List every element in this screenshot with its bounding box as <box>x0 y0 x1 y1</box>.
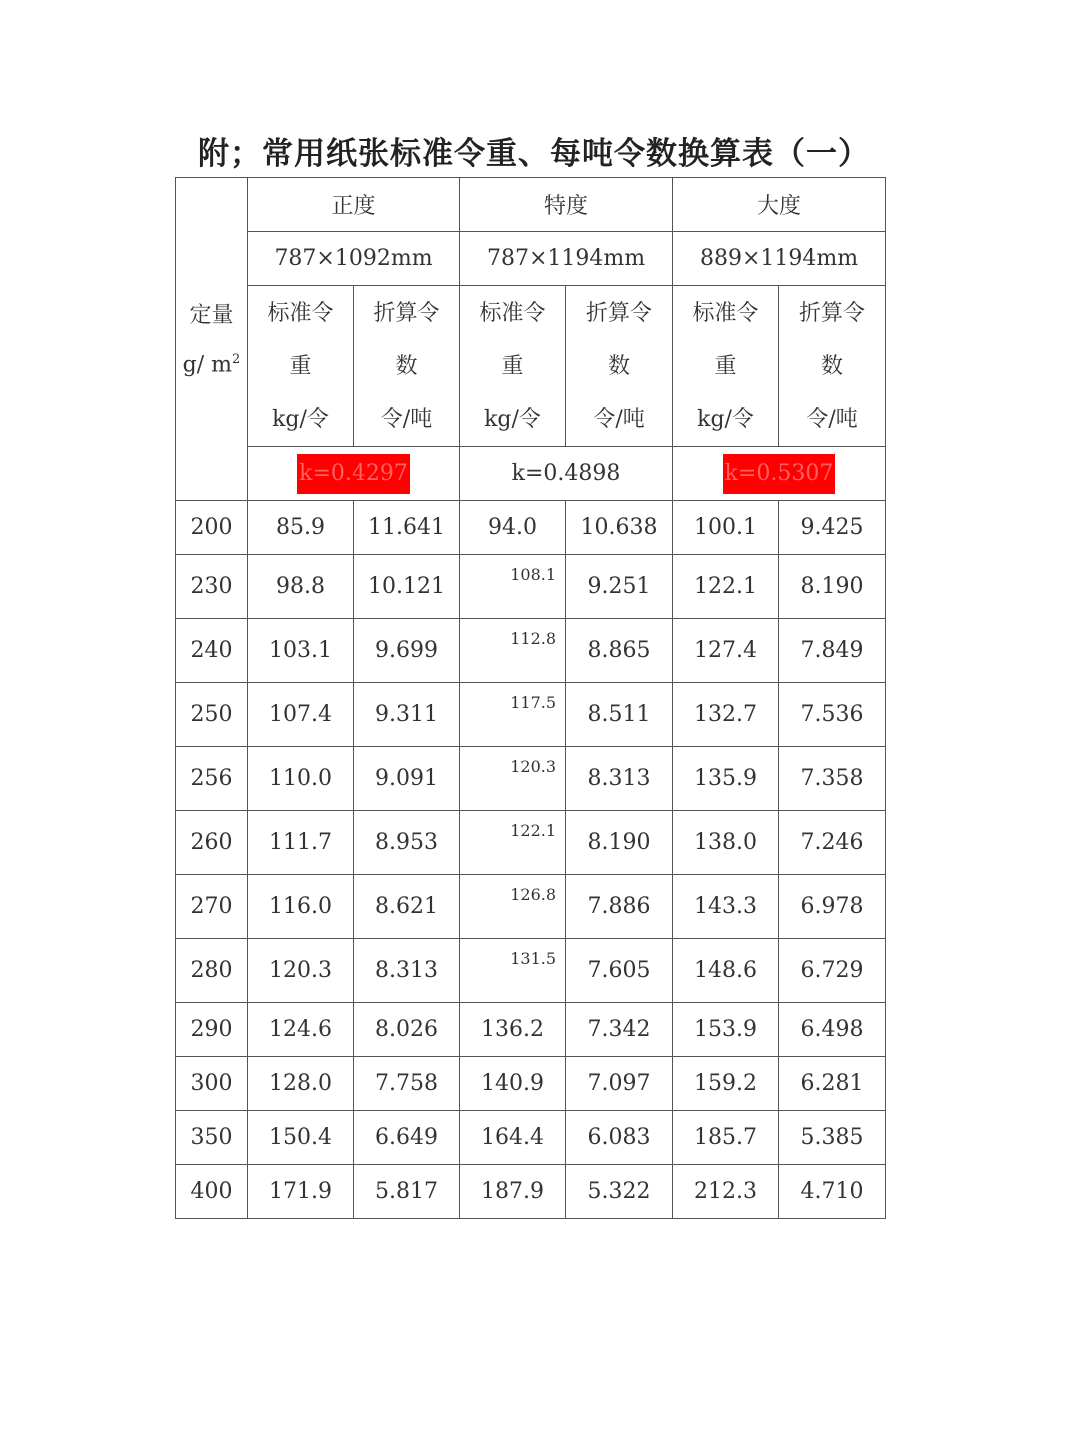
table-cell: 120.3 <box>248 939 354 1003</box>
gsm-value: 350 <box>176 1111 248 1165</box>
subheader-weight <box>460 286 566 447</box>
table-cell: 6.498 <box>779 1003 886 1057</box>
subheader-weight <box>673 286 779 447</box>
k-factor: k=0.4898 <box>460 447 673 501</box>
table-row <box>176 501 886 555</box>
table-cell: 108.1 <box>460 555 566 619</box>
table-cell: 8.190 <box>779 555 886 619</box>
table-cell: 132.7 <box>673 683 779 747</box>
table-cell: 8.953 <box>354 811 460 875</box>
table-row <box>176 875 886 939</box>
table-cell: 8.313 <box>566 747 673 811</box>
table-cell: 5.385 <box>779 1111 886 1165</box>
gsm-value: 240 <box>176 619 248 683</box>
gsm-value: 270 <box>176 875 248 939</box>
table-cell: 100.1 <box>673 501 779 555</box>
table-row <box>176 683 886 747</box>
table-cell: 135.9 <box>673 747 779 811</box>
table-cell: 117.5 <box>460 683 566 747</box>
subheader-line: 标准令 <box>479 300 546 326</box>
table-cell: 6.729 <box>779 939 886 1003</box>
table-cell: 7.246 <box>779 811 886 875</box>
table-cell: 120.3 <box>460 747 566 811</box>
table-row <box>176 1165 886 1219</box>
k-factor <box>673 447 886 501</box>
subheader-line: 重 <box>714 353 737 379</box>
subheader-line: kg/令 <box>697 406 754 432</box>
table-row <box>176 811 886 875</box>
gsm-header-label: 定量 <box>189 303 234 329</box>
subheader-line: 折算令 <box>586 300 653 326</box>
subheader-line: 数 <box>395 353 418 379</box>
table-cell: 187.9 <box>460 1165 566 1219</box>
subheader-count <box>566 286 673 447</box>
gsm-value: 280 <box>176 939 248 1003</box>
table-cell: 138.0 <box>673 811 779 875</box>
subheader-line: 标准令 <box>267 300 334 326</box>
table-cell: 212.3 <box>673 1165 779 1219</box>
table-cell: 150.4 <box>248 1111 354 1165</box>
conversion-table <box>175 177 886 1219</box>
subheader-count <box>354 286 460 447</box>
table-cell: 10.638 <box>566 501 673 555</box>
gsm-header <box>176 178 248 501</box>
table-cell: 110.0 <box>248 747 354 811</box>
k-factor-redacted: k=0.5307 <box>723 454 836 494</box>
table-cell: 8.865 <box>566 619 673 683</box>
size-dims: 889×1194mm <box>673 232 886 286</box>
subheader-line: 令/吨 <box>806 406 858 432</box>
table-cell: 6.281 <box>779 1057 886 1111</box>
gsm-value: 200 <box>176 501 248 555</box>
size-name: 正度 <box>248 178 460 232</box>
table-cell: 10.121 <box>354 555 460 619</box>
table-cell: 126.8 <box>460 875 566 939</box>
table-cell: 7.758 <box>354 1057 460 1111</box>
table-cell: 9.251 <box>566 555 673 619</box>
table-cell: 5.322 <box>566 1165 673 1219</box>
size-name: 大度 <box>673 178 886 232</box>
table-cell: 140.9 <box>460 1057 566 1111</box>
table-cell: 112.8 <box>460 619 566 683</box>
subheader-line: 折算令 <box>799 300 866 326</box>
subheader-line: 折算令 <box>373 300 440 326</box>
gsm-value: 400 <box>176 1165 248 1219</box>
table-cell: 128.0 <box>248 1057 354 1111</box>
table-cell: 94.0 <box>460 501 566 555</box>
subheader-line: 标准令 <box>692 300 759 326</box>
subheader-line: 令/吨 <box>380 406 433 432</box>
table-row <box>176 1057 886 1111</box>
gsm-value: 230 <box>176 555 248 619</box>
table-cell: 7.536 <box>779 683 886 747</box>
subheader-count <box>779 286 886 447</box>
k-factor <box>248 447 460 501</box>
subheader-line: 令/吨 <box>593 406 645 432</box>
subheader-line: 数 <box>821 353 844 379</box>
table-cell: 116.0 <box>248 875 354 939</box>
table-row <box>176 619 886 683</box>
table-cell: 107.4 <box>248 683 354 747</box>
table-cell: 136.2 <box>460 1003 566 1057</box>
table-cell: 8.026 <box>354 1003 460 1057</box>
table-cell: 153.9 <box>673 1003 779 1057</box>
table-cell: 143.3 <box>673 875 779 939</box>
table-cell: 171.9 <box>248 1165 354 1219</box>
k-factor-redacted: k=0.4297 <box>297 454 410 494</box>
table-cell: 8.621 <box>354 875 460 939</box>
table-row <box>176 747 886 811</box>
table-cell: 9.091 <box>354 747 460 811</box>
table-row <box>176 1111 886 1165</box>
table-cell: 164.4 <box>460 1111 566 1165</box>
table-cell: 8.313 <box>354 939 460 1003</box>
table-cell: 9.699 <box>354 619 460 683</box>
table-cell: 7.097 <box>566 1057 673 1111</box>
gsm-header-unit: g/ $m^2$ <box>182 352 241 378</box>
subheader-line: kg/令 <box>272 406 329 432</box>
table-cell: 9.425 <box>779 501 886 555</box>
table-cell: 11.641 <box>354 501 460 555</box>
table-cell: 159.2 <box>673 1057 779 1111</box>
gsm-value: 260 <box>176 811 248 875</box>
table-cell: 4.710 <box>779 1165 886 1219</box>
gsm-value: 300 <box>176 1057 248 1111</box>
subheader-line: kg/令 <box>484 406 541 432</box>
table-row <box>176 1003 886 1057</box>
table-cell: 131.5 <box>460 939 566 1003</box>
table-cell: 9.311 <box>354 683 460 747</box>
table-cell: 124.6 <box>248 1003 354 1057</box>
subheader-weight <box>248 286 354 447</box>
table-cell: 148.6 <box>673 939 779 1003</box>
table-cell: 185.7 <box>673 1111 779 1165</box>
table-row <box>176 555 886 619</box>
table-cell: 111.7 <box>248 811 354 875</box>
gsm-value: 250 <box>176 683 248 747</box>
table-cell: 103.1 <box>248 619 354 683</box>
table-cell: 122.1 <box>460 811 566 875</box>
table-cell: 7.886 <box>566 875 673 939</box>
table-cell: 7.849 <box>779 619 886 683</box>
table-cell: 6.649 <box>354 1111 460 1165</box>
table-cell: 98.8 <box>248 555 354 619</box>
page-title: 附；常用纸张标准令重、每吨令数换算表（一） <box>198 136 870 172</box>
gsm-value: 290 <box>176 1003 248 1057</box>
table-cell: 6.978 <box>779 875 886 939</box>
table-cell: 8.511 <box>566 683 673 747</box>
table-cell: 7.342 <box>566 1003 673 1057</box>
table-cell: 85.9 <box>248 501 354 555</box>
table-cell: 7.605 <box>566 939 673 1003</box>
subheader-line: 重 <box>501 353 524 379</box>
table-cell: 127.4 <box>673 619 779 683</box>
table-cell: 6.083 <box>566 1111 673 1165</box>
size-dims: 787×1194mm <box>460 232 673 286</box>
size-dims: 787×1092mm <box>248 232 460 286</box>
subheader-line: 数 <box>608 353 631 379</box>
subheader-line: 重 <box>289 353 312 379</box>
table-cell: 8.190 <box>566 811 673 875</box>
table-row <box>176 939 886 1003</box>
size-name: 特度 <box>460 178 673 232</box>
table-cell: 5.817 <box>354 1165 460 1219</box>
table-cell: 7.358 <box>779 747 886 811</box>
table-cell: 122.1 <box>673 555 779 619</box>
gsm-value: 256 <box>176 747 248 811</box>
